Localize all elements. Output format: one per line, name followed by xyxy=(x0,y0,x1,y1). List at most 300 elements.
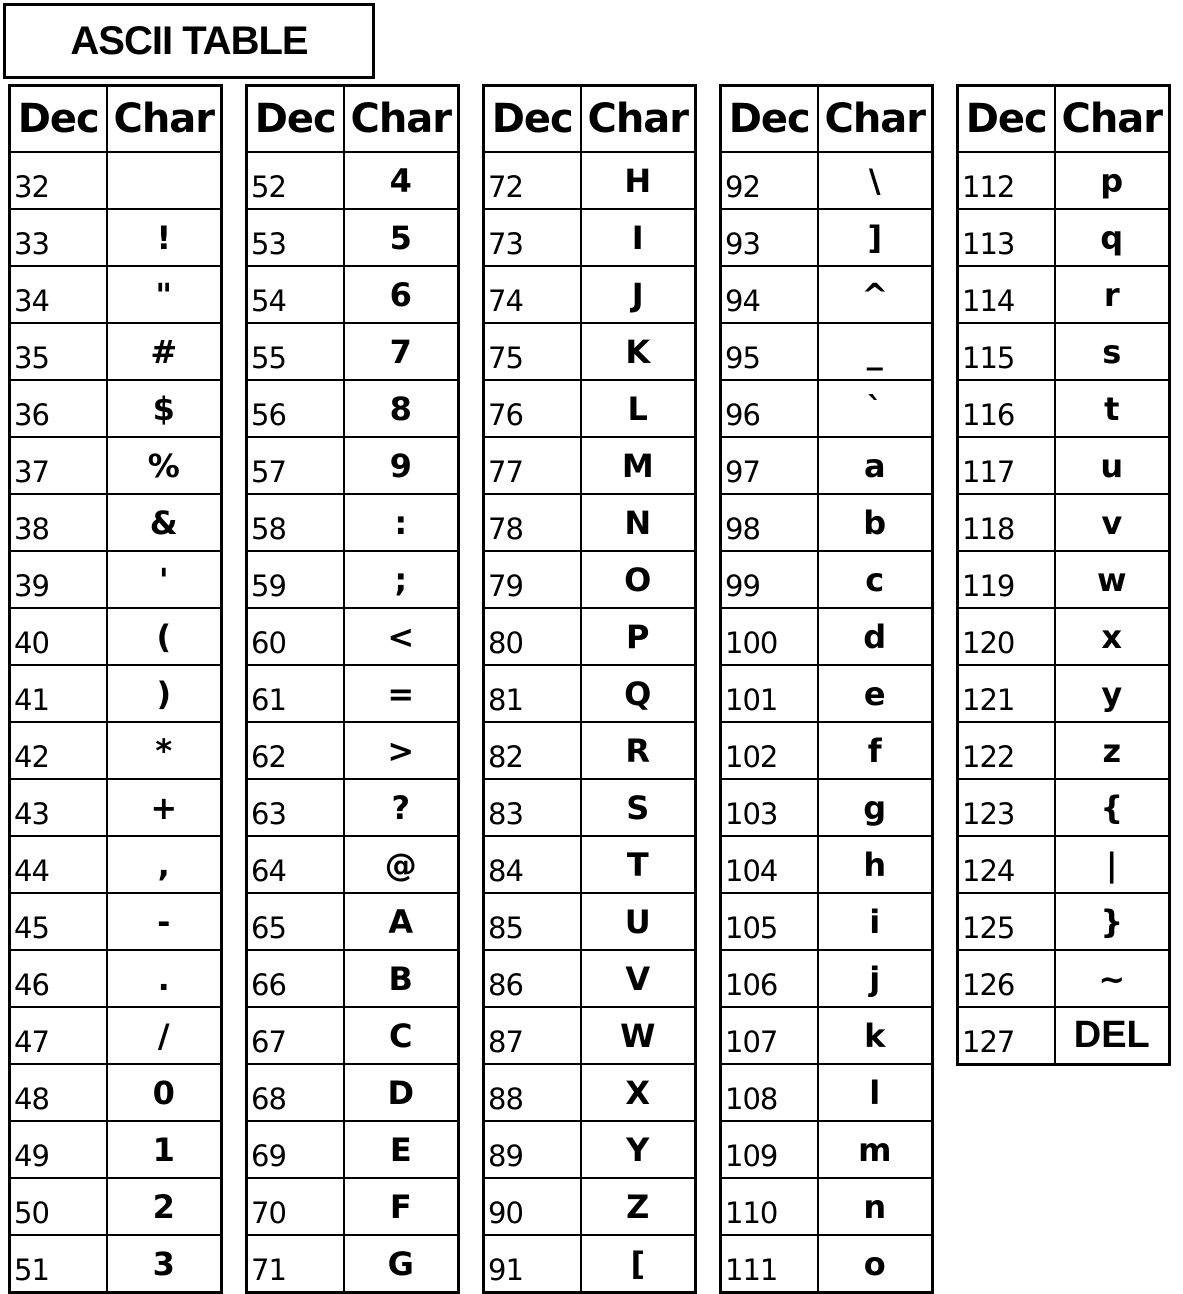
char-cell: E xyxy=(344,1121,459,1178)
table-row xyxy=(958,722,1170,779)
char-cell: x xyxy=(1055,608,1170,665)
char-cell: g xyxy=(818,779,933,836)
table-row xyxy=(958,836,1170,893)
table-row xyxy=(721,1064,933,1121)
char-cell: " xyxy=(107,266,222,323)
char-cell: Z xyxy=(581,1178,696,1235)
dec-cell: 104 xyxy=(721,836,818,893)
dec-cell: 51 xyxy=(10,1235,107,1293)
table-row xyxy=(247,950,459,1007)
table-row xyxy=(247,893,459,950)
char-cell: { xyxy=(1055,779,1170,836)
char-cell: & xyxy=(107,494,222,551)
table-row xyxy=(10,266,222,323)
table-row xyxy=(247,323,459,380)
table-row xyxy=(484,1235,696,1293)
char-cell: + xyxy=(107,779,222,836)
table-row xyxy=(958,893,1170,950)
char-cell: f xyxy=(818,722,933,779)
dec-cell: 50 xyxy=(10,1178,107,1235)
char-cell: M xyxy=(581,437,696,494)
char-cell: q xyxy=(1055,209,1170,266)
table-row xyxy=(721,950,933,1007)
table-row xyxy=(484,665,696,722)
table-row xyxy=(721,608,933,665)
char-cell: v xyxy=(1055,494,1170,551)
char-cell: @ xyxy=(344,836,459,893)
table-row xyxy=(958,779,1170,836)
char-header: Char xyxy=(1055,86,1170,153)
char-cell: K xyxy=(581,323,696,380)
char-cell: ! xyxy=(107,209,222,266)
dec-cell: 45 xyxy=(10,893,107,950)
dec-cell: 56 xyxy=(247,380,344,437)
char-cell: l xyxy=(818,1064,933,1121)
table-row xyxy=(484,380,696,437)
dec-cell: 103 xyxy=(721,779,818,836)
char-cell: | xyxy=(1055,836,1170,893)
table-row xyxy=(10,779,222,836)
dec-cell: 59 xyxy=(247,551,344,608)
dec-cell: 40 xyxy=(10,608,107,665)
table-row xyxy=(484,950,696,1007)
table-row xyxy=(958,209,1170,266)
char-cell: O xyxy=(581,551,696,608)
table-row xyxy=(721,494,933,551)
table-row xyxy=(484,608,696,665)
dec-cell: 112 xyxy=(958,152,1055,209)
char-cell: h xyxy=(818,836,933,893)
ascii-column-4 xyxy=(719,84,934,1294)
dec-cell: 119 xyxy=(958,551,1055,608)
table-row xyxy=(247,380,459,437)
table-row xyxy=(721,380,933,437)
char-cell: [ xyxy=(581,1235,696,1293)
table-row xyxy=(10,950,222,1007)
dec-cell: 120 xyxy=(958,608,1055,665)
table-row xyxy=(484,152,696,209)
table-row xyxy=(247,209,459,266)
char-cell: ( xyxy=(107,608,222,665)
table-row xyxy=(721,893,933,950)
char-cell: _ xyxy=(818,323,933,380)
dec-cell: 90 xyxy=(484,1178,581,1235)
dec-cell: 46 xyxy=(10,950,107,1007)
dec-cell: 92 xyxy=(721,152,818,209)
char-cell: ~ xyxy=(1055,950,1170,1007)
char-cell: T xyxy=(581,836,696,893)
dec-cell: 96 xyxy=(721,380,818,437)
char-cell: 8 xyxy=(344,380,459,437)
table-row xyxy=(958,266,1170,323)
table-row xyxy=(721,437,933,494)
char-cell: a xyxy=(818,437,933,494)
char-cell: p xyxy=(1055,152,1170,209)
char-cell: W xyxy=(581,1007,696,1064)
dec-cell: 115 xyxy=(958,323,1055,380)
table-row xyxy=(484,1064,696,1121)
header-row xyxy=(958,86,1170,153)
char-cell: ] xyxy=(818,209,933,266)
dec-cell: 81 xyxy=(484,665,581,722)
dec-cell: 126 xyxy=(958,950,1055,1007)
table-row xyxy=(484,893,696,950)
table-row xyxy=(10,380,222,437)
char-cell: - xyxy=(107,893,222,950)
dec-cell: 97 xyxy=(721,437,818,494)
table-row xyxy=(484,1121,696,1178)
char-cell: * xyxy=(107,722,222,779)
dec-header: Dec xyxy=(484,86,581,153)
char-cell: s xyxy=(1055,323,1170,380)
dec-cell: 108 xyxy=(721,1064,818,1121)
header-row xyxy=(721,86,933,153)
char-cell: u xyxy=(1055,437,1170,494)
char-cell: D xyxy=(344,1064,459,1121)
dec-header: Dec xyxy=(721,86,818,153)
dec-cell: 60 xyxy=(247,608,344,665)
char-cell: H xyxy=(581,152,696,209)
char-cell: z xyxy=(1055,722,1170,779)
char-cell: 0 xyxy=(107,1064,222,1121)
dec-cell: 68 xyxy=(247,1064,344,1121)
char-cell: < xyxy=(344,608,459,665)
header-row xyxy=(10,86,222,153)
dec-cell: 33 xyxy=(10,209,107,266)
dec-cell: 85 xyxy=(484,893,581,950)
table-row xyxy=(721,152,933,209)
char-cell: ^ xyxy=(818,266,933,323)
header-row xyxy=(247,86,459,153)
dec-cell: 80 xyxy=(484,608,581,665)
char-cell: C xyxy=(344,1007,459,1064)
table-row xyxy=(721,323,933,380)
char-cell: U xyxy=(581,893,696,950)
char-cell: DEL xyxy=(1055,1007,1170,1065)
char-cell: N xyxy=(581,494,696,551)
table-row xyxy=(247,437,459,494)
char-cell: ` xyxy=(818,380,933,437)
table-row xyxy=(10,1235,222,1293)
table-row xyxy=(247,608,459,665)
dec-cell: 44 xyxy=(10,836,107,893)
dec-header: Dec xyxy=(958,86,1055,153)
table-row xyxy=(10,152,222,209)
char-cell: > xyxy=(344,722,459,779)
char-cell: j xyxy=(818,950,933,1007)
dec-cell: 124 xyxy=(958,836,1055,893)
char-cell: 9 xyxy=(344,437,459,494)
ascii-column-5 xyxy=(956,84,1171,1066)
dec-cell: 114 xyxy=(958,266,1055,323)
table-row xyxy=(958,494,1170,551)
dec-cell: 39 xyxy=(10,551,107,608)
dec-cell: 86 xyxy=(484,950,581,1007)
char-cell: ) xyxy=(107,665,222,722)
ascii-column-3 xyxy=(482,84,697,1294)
dec-cell: 109 xyxy=(721,1121,818,1178)
dec-cell: 73 xyxy=(484,209,581,266)
table-row xyxy=(721,722,933,779)
char-cell: X xyxy=(581,1064,696,1121)
dec-cell: 71 xyxy=(247,1235,344,1293)
table-row xyxy=(721,1178,933,1235)
table-row xyxy=(484,779,696,836)
char-cell: I xyxy=(581,209,696,266)
dec-cell: 41 xyxy=(10,665,107,722)
char-cell: 7 xyxy=(344,323,459,380)
table-row xyxy=(10,1064,222,1121)
char-cell: $ xyxy=(107,380,222,437)
table-row xyxy=(247,494,459,551)
table-row xyxy=(10,608,222,665)
dec-cell: 65 xyxy=(247,893,344,950)
table-row xyxy=(247,1064,459,1121)
table-row xyxy=(247,836,459,893)
char-cell: B xyxy=(344,950,459,1007)
dec-cell: 35 xyxy=(10,323,107,380)
table-row xyxy=(10,494,222,551)
char-cell: V xyxy=(581,950,696,1007)
char-cell: : xyxy=(344,494,459,551)
dec-cell: 84 xyxy=(484,836,581,893)
table-row xyxy=(721,1121,933,1178)
table-row xyxy=(10,836,222,893)
table-row xyxy=(10,893,222,950)
dec-cell: 52 xyxy=(247,152,344,209)
ascii-column-2 xyxy=(245,84,460,1294)
char-cell: S xyxy=(581,779,696,836)
table-row xyxy=(484,551,696,608)
dec-cell: 127 xyxy=(958,1007,1055,1065)
char-cell: Q xyxy=(581,665,696,722)
dec-cell: 42 xyxy=(10,722,107,779)
dec-cell: 55 xyxy=(247,323,344,380)
table-row xyxy=(10,722,222,779)
dec-cell: 95 xyxy=(721,323,818,380)
char-cell: Y xyxy=(581,1121,696,1178)
dec-cell: 105 xyxy=(721,893,818,950)
table-row xyxy=(958,665,1170,722)
dec-cell: 37 xyxy=(10,437,107,494)
table-row xyxy=(247,665,459,722)
table-row xyxy=(958,380,1170,437)
char-cell: 2 xyxy=(107,1178,222,1235)
table-row xyxy=(958,950,1170,1007)
dec-cell: 116 xyxy=(958,380,1055,437)
table-row xyxy=(721,551,933,608)
dec-cell: 110 xyxy=(721,1178,818,1235)
table-row xyxy=(721,1235,933,1293)
char-cell: ? xyxy=(344,779,459,836)
dec-cell: 43 xyxy=(10,779,107,836)
table-row xyxy=(10,1007,222,1064)
table-row xyxy=(958,551,1170,608)
char-cell: c xyxy=(818,551,933,608)
char-cell: 1 xyxy=(107,1121,222,1178)
dec-cell: 77 xyxy=(484,437,581,494)
table-row xyxy=(484,494,696,551)
dec-cell: 111 xyxy=(721,1235,818,1293)
dec-cell: 122 xyxy=(958,722,1055,779)
dec-cell: 48 xyxy=(10,1064,107,1121)
dec-cell: 76 xyxy=(484,380,581,437)
table-row xyxy=(10,665,222,722)
dec-cell: 82 xyxy=(484,722,581,779)
dec-cell: 32 xyxy=(10,152,107,209)
char-cell: 3 xyxy=(107,1235,222,1293)
dec-cell: 62 xyxy=(247,722,344,779)
dec-cell: 66 xyxy=(247,950,344,1007)
table-row xyxy=(484,1178,696,1235)
dec-cell: 53 xyxy=(247,209,344,266)
dec-cell: 57 xyxy=(247,437,344,494)
char-cell: } xyxy=(1055,893,1170,950)
dec-cell: 63 xyxy=(247,779,344,836)
char-cell: J xyxy=(581,266,696,323)
dec-header: Dec xyxy=(10,86,107,153)
char-cell: m xyxy=(818,1121,933,1178)
table-row xyxy=(958,323,1170,380)
char-cell: e xyxy=(818,665,933,722)
table-row xyxy=(484,323,696,380)
char-cell: r xyxy=(1055,266,1170,323)
table-row xyxy=(247,266,459,323)
table-row xyxy=(721,1007,933,1064)
dec-cell: 38 xyxy=(10,494,107,551)
dec-cell: 89 xyxy=(484,1121,581,1178)
char-cell: G xyxy=(344,1235,459,1293)
table-row xyxy=(247,722,459,779)
dec-cell: 117 xyxy=(958,437,1055,494)
table-row xyxy=(721,266,933,323)
dec-cell: 118 xyxy=(958,494,1055,551)
table-row xyxy=(721,836,933,893)
dec-cell: 75 xyxy=(484,323,581,380)
table-row xyxy=(958,608,1170,665)
table-row xyxy=(484,437,696,494)
dec-cell: 34 xyxy=(10,266,107,323)
table-row xyxy=(958,152,1170,209)
char-cell: % xyxy=(107,437,222,494)
char-header: Char xyxy=(344,86,459,153)
table-row xyxy=(247,152,459,209)
char-cell: = xyxy=(344,665,459,722)
table-row xyxy=(484,209,696,266)
table-row xyxy=(484,1007,696,1064)
table-row xyxy=(484,836,696,893)
dec-cell: 54 xyxy=(247,266,344,323)
dec-cell: 125 xyxy=(958,893,1055,950)
char-cell: o xyxy=(818,1235,933,1293)
table-row xyxy=(247,1235,459,1293)
table-row xyxy=(247,1007,459,1064)
char-cell: b xyxy=(818,494,933,551)
table-row xyxy=(247,779,459,836)
char-cell: A xyxy=(344,893,459,950)
table-row xyxy=(10,437,222,494)
dec-cell: 69 xyxy=(247,1121,344,1178)
dec-cell: 106 xyxy=(721,950,818,1007)
dec-cell: 100 xyxy=(721,608,818,665)
table-row xyxy=(10,323,222,380)
dec-cell: 102 xyxy=(721,722,818,779)
char-cell: n xyxy=(818,1178,933,1235)
char-cell: F xyxy=(344,1178,459,1235)
header-row xyxy=(484,86,696,153)
dec-cell: 79 xyxy=(484,551,581,608)
char-cell: 6 xyxy=(344,266,459,323)
table-row xyxy=(958,1007,1170,1065)
table-row xyxy=(10,551,222,608)
dec-cell: 91 xyxy=(484,1235,581,1293)
char-cell: ' xyxy=(107,551,222,608)
char-cell: i xyxy=(818,893,933,950)
char-cell: w xyxy=(1055,551,1170,608)
dec-cell: 94 xyxy=(721,266,818,323)
char-cell: . xyxy=(107,950,222,1007)
dec-cell: 72 xyxy=(484,152,581,209)
char-cell: 5 xyxy=(344,209,459,266)
dec-cell: 98 xyxy=(721,494,818,551)
dec-cell: 113 xyxy=(958,209,1055,266)
dec-cell: 88 xyxy=(484,1064,581,1121)
table-row xyxy=(10,1121,222,1178)
char-cell: # xyxy=(107,323,222,380)
char-cell: L xyxy=(581,380,696,437)
char-cell: y xyxy=(1055,665,1170,722)
table-row xyxy=(484,722,696,779)
table-row xyxy=(721,665,933,722)
dec-cell: 123 xyxy=(958,779,1055,836)
dec-cell: 83 xyxy=(484,779,581,836)
table-row xyxy=(10,1178,222,1235)
ascii-column-1 xyxy=(8,84,223,1294)
char-cell: 4 xyxy=(344,152,459,209)
char-header: Char xyxy=(581,86,696,153)
dec-header: Dec xyxy=(247,86,344,153)
char-cell: R xyxy=(581,722,696,779)
table-row xyxy=(10,209,222,266)
table-row xyxy=(958,437,1170,494)
dec-cell: 101 xyxy=(721,665,818,722)
char-cell: k xyxy=(818,1007,933,1064)
char-cell: / xyxy=(107,1007,222,1064)
dec-cell: 93 xyxy=(721,209,818,266)
char-header: Char xyxy=(107,86,222,153)
char-cell: \ xyxy=(818,152,933,209)
page-title: ASCII TABLE xyxy=(3,3,375,79)
table-row xyxy=(484,266,696,323)
char-header: Char xyxy=(818,86,933,153)
dec-cell: 78 xyxy=(484,494,581,551)
dec-cell: 58 xyxy=(247,494,344,551)
table-row xyxy=(721,779,933,836)
dec-cell: 49 xyxy=(10,1121,107,1178)
dec-cell: 87 xyxy=(484,1007,581,1064)
dec-cell: 99 xyxy=(721,551,818,608)
char-cell: t xyxy=(1055,380,1170,437)
char-cell xyxy=(107,152,222,209)
char-cell: , xyxy=(107,836,222,893)
dec-cell: 121 xyxy=(958,665,1055,722)
table-row xyxy=(247,1121,459,1178)
dec-cell: 74 xyxy=(484,266,581,323)
dec-cell: 70 xyxy=(247,1178,344,1235)
dec-cell: 67 xyxy=(247,1007,344,1064)
char-cell: ; xyxy=(344,551,459,608)
table-row xyxy=(247,551,459,608)
